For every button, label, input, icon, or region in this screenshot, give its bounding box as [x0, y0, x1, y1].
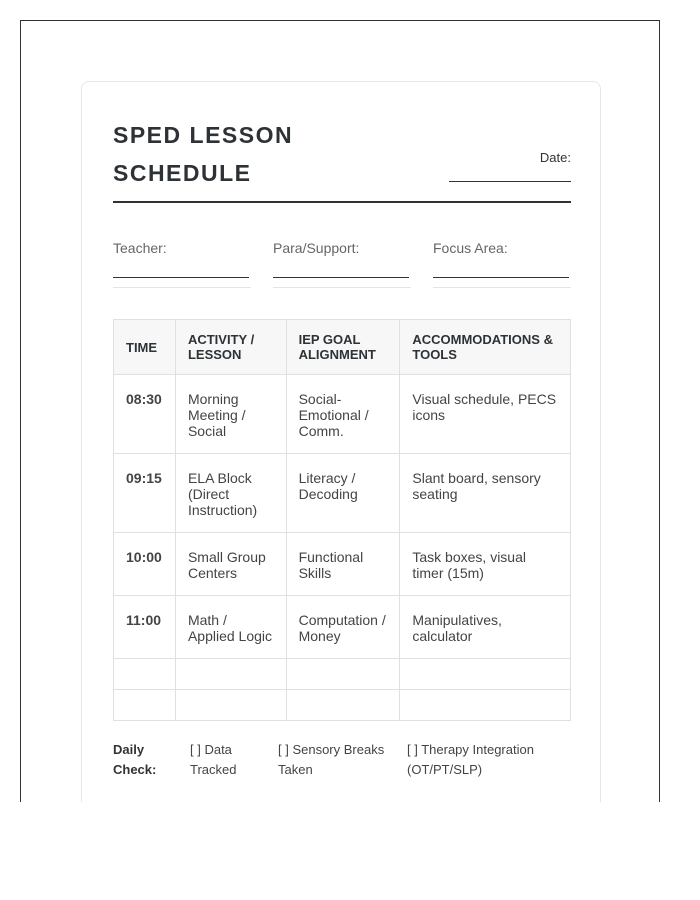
column-header-accommodations: ACCOMMODATIONS & TOOLS — [400, 320, 571, 375]
date-input-line[interactable] — [449, 181, 571, 182]
column-header-iep-goal: IEP GOAL ALIGNMENT — [286, 320, 400, 375]
accommodations-cell: Visual schedule, PECS icons — [400, 375, 571, 454]
activity-cell: Morning Meeting / Social — [175, 375, 286, 454]
column-header-time: TIME — [114, 320, 176, 375]
time-cell: 09:15 — [114, 454, 176, 533]
empty-table-row — [114, 690, 571, 721]
schedule-card — [81, 81, 601, 802]
time-cell: 08:30 — [114, 375, 176, 454]
schedule-table — [113, 319, 571, 721]
accommodations-cell: Task boxes, visual timer (15m) — [400, 533, 571, 596]
checklist-item-therapy-integration[interactable]: [ ] Therapy Integration (OT/PT/SLP) — [407, 742, 534, 777]
empty-table-row — [114, 659, 571, 690]
page-frame — [20, 20, 660, 802]
accommodations-cell: Manipulatives, calculator — [400, 596, 571, 659]
column-header-activity: ACTIVITY / LESSON — [175, 320, 286, 375]
goal-cell: Social-Emotional / Comm. — [286, 375, 400, 454]
para-support-field[interactable] — [273, 240, 411, 288]
goal-cell: Functional Skills — [286, 533, 400, 596]
table-header-row — [114, 320, 571, 375]
focus-area-input-line[interactable] — [433, 277, 569, 278]
table-row — [114, 375, 571, 454]
daily-check-label: Daily Check: — [113, 742, 157, 777]
table-row — [114, 533, 571, 596]
empty-cell[interactable] — [286, 690, 400, 721]
activity-cell: Small Group Centers — [175, 533, 286, 596]
schedule-header — [113, 110, 571, 203]
teacher-input-line[interactable] — [113, 277, 249, 278]
goal-cell: Literacy / Decoding — [286, 454, 400, 533]
time-cell: 11:00 — [114, 596, 176, 659]
table-row — [114, 454, 571, 533]
date-field[interactable] — [449, 150, 571, 182]
accommodations-cell: Slant board, sensory seating — [400, 454, 571, 533]
checklist-item-data-tracked[interactable]: [ ] Data Tracked — [190, 742, 237, 777]
divider — [433, 287, 571, 288]
time-cell: 10:00 — [114, 533, 176, 596]
focus-area-label: Focus Area: — [433, 240, 508, 256]
empty-cell[interactable] — [114, 690, 176, 721]
empty-cell[interactable] — [400, 659, 571, 690]
meta-fields — [113, 240, 571, 288]
empty-cell[interactable] — [114, 659, 176, 690]
divider — [113, 287, 251, 288]
para-support-input-line[interactable] — [273, 277, 409, 278]
activity-cell: Math / Applied Logic — [175, 596, 286, 659]
checklist-item-sensory-breaks[interactable]: [ ] Sensory Breaks Taken — [278, 742, 385, 777]
teacher-label: Teacher: — [113, 240, 167, 256]
activity-cell: ELA Block (Direct Instruction) — [175, 454, 286, 533]
divider — [273, 287, 411, 288]
empty-cell[interactable] — [175, 690, 286, 721]
focus-area-field[interactable] — [433, 240, 571, 288]
table-row — [114, 596, 571, 659]
empty-cell[interactable] — [286, 659, 400, 690]
date-label: Date: — [539, 150, 571, 165]
goal-cell: Computation / Money — [286, 596, 400, 659]
para-support-label: Para/Support: — [273, 240, 360, 256]
empty-cell[interactable] — [400, 690, 571, 721]
teacher-field[interactable] — [113, 240, 251, 288]
empty-cell[interactable] — [175, 659, 286, 690]
page-title: SPED LESSON SCHEDULE — [113, 122, 294, 186]
